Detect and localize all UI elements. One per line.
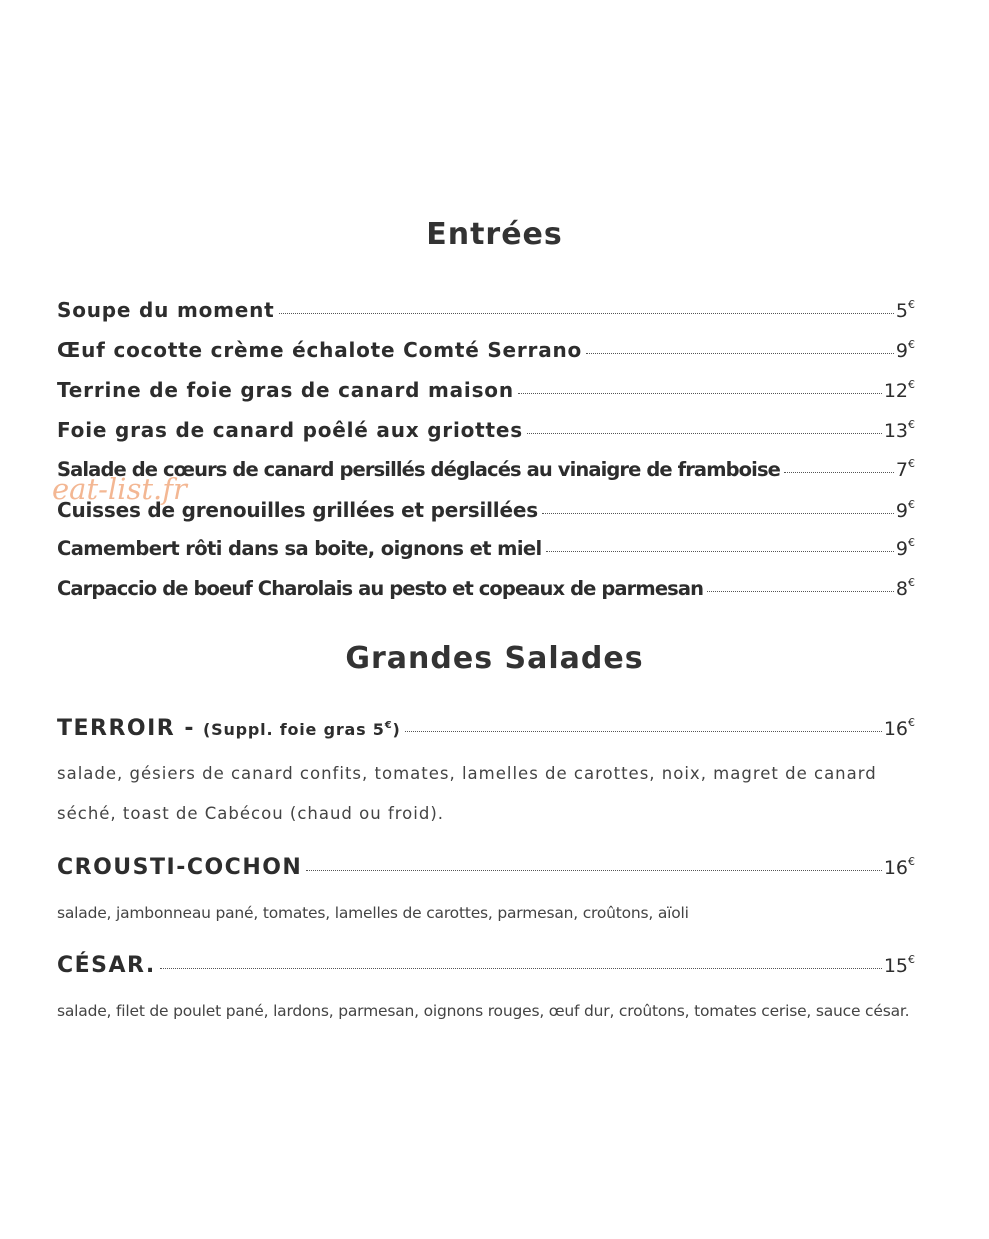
item-price: 9€	[895, 338, 915, 362]
menu-item-carpaccio	[57, 577, 915, 607]
item-name: Cuisses de grenouilles grillées et persillées	[57, 498, 538, 522]
item-description: salade, jambonneau pané, tomates, lamelles de carottes, parmesan, croûtons, aïoli	[57, 904, 689, 922]
dotted-leader	[160, 956, 882, 969]
dotted-leader	[518, 381, 882, 394]
dotted-leader	[542, 501, 894, 514]
item-price: 8€	[895, 576, 915, 600]
item-price: 7€	[895, 457, 915, 481]
dotted-leader	[784, 460, 894, 473]
item-name: Terrine de foie gras de canard maison	[57, 378, 514, 402]
menu-item-salade-coeurs	[57, 458, 915, 488]
dotted-leader	[586, 341, 894, 354]
menu-item-oeuf-cocotte	[57, 338, 915, 368]
item-name: CROUSTI-COCHON	[57, 855, 303, 880]
dotted-leader	[546, 539, 894, 552]
item-name: Camembert rôti dans sa boite, oignons et miel	[57, 537, 542, 560]
menu-item-cesar	[57, 953, 915, 978]
item-price: 16€	[883, 855, 915, 879]
item-price: 9€	[895, 536, 915, 560]
item-name: Soupe du moment	[57, 298, 275, 322]
item-price: 15€	[883, 953, 915, 977]
menu-item-foie-gras-poele	[57, 418, 915, 448]
menu-item-terrine	[57, 378, 915, 408]
menu-item-terroir	[57, 716, 915, 741]
item-name: CÉSAR.	[57, 953, 156, 978]
salades-title: Grandes Salades	[345, 641, 644, 676]
item-price: 12€	[883, 378, 915, 402]
item-supplement: (Suppl. foie gras 5€)	[203, 720, 401, 739]
entrees-title: Entrées	[426, 217, 563, 252]
item-price: 9€	[895, 498, 915, 522]
item-price: 5€	[895, 298, 915, 322]
dotted-leader	[527, 421, 882, 434]
item-name: Foie gras de canard poêlé aux griottes	[57, 418, 523, 442]
dotted-leader	[279, 301, 894, 314]
item-name: TERROIR -	[57, 716, 196, 741]
menu-item-camembert	[57, 537, 915, 567]
item-price: 16€	[883, 716, 915, 740]
item-name: Carpaccio de boeuf Charolais au pesto et copeaux de parmesan	[57, 577, 704, 600]
menu-item-soupe	[57, 298, 915, 328]
menu-item-crousti-cochon	[57, 855, 915, 880]
item-description: salade, gésiers de canard confits, tomates, lamelles de carottes, noix, magret de canard séché, toast de Cabécou (chaud ou froid).	[57, 764, 877, 823]
dotted-leader	[306, 858, 881, 871]
item-price: 13€	[883, 418, 915, 442]
dotted-leader	[707, 579, 894, 592]
item-name: Œuf cocotte crème échalote Comté Serrano	[57, 338, 583, 362]
item-description: salade, filet de poulet pané, lardons, parmesan, oignons rouges, œuf dur, croûtons, tomates cerise, sauce césar.	[57, 1002, 910, 1020]
menu-item-cuisses-grenouilles	[57, 498, 915, 528]
item-name: Salade de cœurs de canard persillés déglacés au vinaigre de framboise	[57, 458, 780, 481]
watermark: eat-list.fr	[52, 472, 187, 506]
dotted-leader	[405, 719, 882, 732]
